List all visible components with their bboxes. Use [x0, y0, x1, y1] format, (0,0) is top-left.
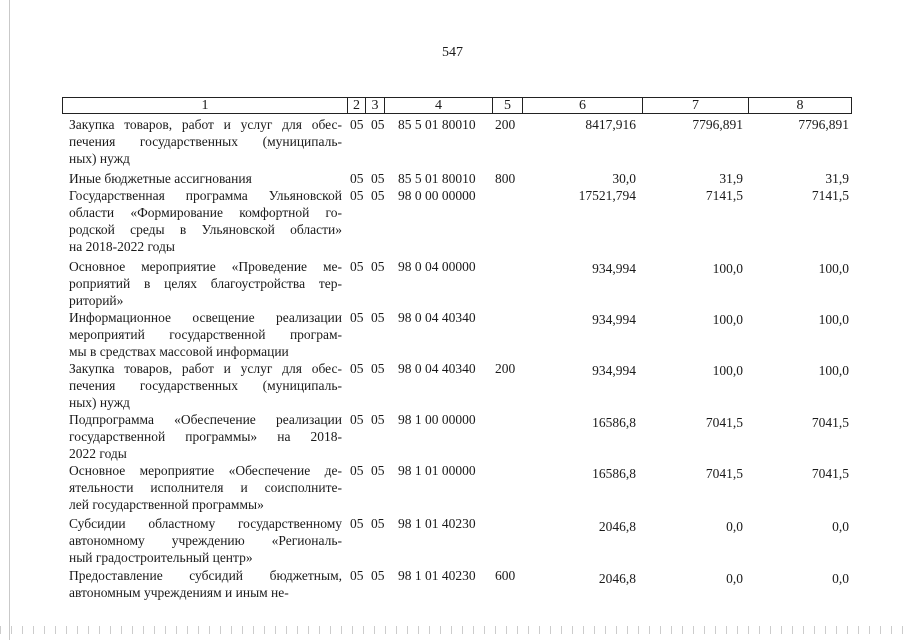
amount-col-6: 2046,8 [598, 519, 636, 534]
amount-col-8: 7041,5 [811, 415, 849, 430]
description-line: Закупка товаров, работ и услуг для обес- [69, 361, 342, 376]
section-code: 05 [350, 310, 364, 325]
expense-type-code: 200 [495, 361, 516, 376]
description-line: Предоставление субсидий бюджетным, [69, 568, 342, 583]
header-col-8: 8 [796, 98, 804, 113]
amount-col-8: 100,0 [818, 261, 849, 276]
subsection-code: 05 [371, 310, 385, 325]
amount-col-8: 0,0 [832, 571, 849, 586]
amount-col-8: 100,0 [818, 363, 849, 378]
row-description [69, 567, 342, 601]
description-line: Государственная программа Ульяновской [69, 188, 342, 203]
description-line: автономному учреждению «Региональ- [69, 533, 342, 548]
header-col-7: 7 [643, 98, 749, 113]
page-number: 547 [442, 45, 463, 60]
section-code: 05 [350, 171, 364, 186]
section-code: 05 [350, 568, 364, 583]
description-line: ятельности исполнителя и соисполните- [69, 480, 342, 495]
target-article-code: 98 1 01 40230 [398, 516, 476, 531]
subsection-code: 05 [371, 361, 385, 376]
target-article-code: 98 0 04 00000 [398, 259, 476, 274]
section-code: 05 [350, 463, 364, 478]
description-line: автономным учреждениям и иным не- [69, 585, 289, 600]
amount-col-6: 8417,916 [585, 117, 636, 132]
section-code: 05 [350, 412, 364, 427]
description-line: на 2018-2022 годы [69, 239, 175, 254]
amount-col-7: 100,0 [712, 363, 743, 378]
amount-col-8: 7041,5 [811, 466, 849, 481]
amount-col-6: 17521,794 [578, 188, 636, 203]
target-article-code: 98 1 00 00000 [398, 412, 476, 427]
subsection-code: 05 [371, 259, 385, 274]
description-line: роприятий в целях благоустройства тер- [69, 276, 342, 291]
amount-col-7: 31,9 [719, 171, 743, 186]
target-article-code: 85 5 01 80010 [398, 117, 476, 132]
amount-col-6: 2046,8 [598, 571, 636, 586]
row-description [69, 170, 342, 187]
row-description [69, 411, 342, 462]
description-line: лей государственной программы» [69, 497, 264, 512]
subsection-code: 05 [371, 463, 385, 478]
subsection-code: 05 [371, 568, 385, 583]
description-line: 2022 годы [69, 446, 127, 461]
amount-col-7: 7041,5 [705, 415, 743, 430]
header-col-2: 2 [348, 98, 366, 113]
section-code: 05 [350, 117, 364, 132]
description-line: печения государственных (муниципаль- [69, 134, 342, 149]
amount-col-8: 0,0 [832, 519, 849, 534]
amount-col-6: 934,994 [592, 312, 636, 327]
description-line: Субсидии областному государственному [69, 516, 342, 531]
section-code: 05 [350, 516, 364, 531]
description-line: Основное мероприятие «Обеспечение де- [69, 463, 342, 478]
subsection-code: 05 [371, 171, 385, 186]
row-description [69, 116, 342, 167]
header-col-5: 5 [493, 98, 523, 113]
amount-col-6: 30,0 [612, 171, 636, 186]
amount-col-7: 100,0 [712, 261, 743, 276]
amount-col-7: 0,0 [726, 519, 743, 534]
description-line: Основное мероприятие «Проведение ме- [69, 259, 342, 274]
amount-col-7: 100,0 [712, 312, 743, 327]
header-col-1: 1 [63, 98, 348, 113]
target-article-code: 98 0 04 40340 [398, 361, 476, 376]
scan-edge [9, 0, 10, 640]
target-article-code: 98 1 01 40230 [398, 568, 476, 583]
description-line: государственной программы» на 2018- [69, 429, 342, 444]
header-col-6: 6 [523, 98, 643, 113]
subsection-code: 05 [371, 188, 385, 203]
table-header-row [62, 97, 852, 114]
subsection-code: 05 [371, 516, 385, 531]
description-line: родской среды в Ульяновской области» [69, 222, 342, 237]
description-line: Иные бюджетные ассигнования [69, 171, 252, 186]
row-description [69, 360, 342, 411]
description-line: мы в средствах массовой информации [69, 344, 289, 359]
target-article-code: 98 0 04 40340 [398, 310, 476, 325]
description-line: риторий» [69, 293, 124, 308]
target-article-code: 98 0 00 00000 [398, 188, 476, 203]
amount-col-8: 7141,5 [811, 188, 849, 203]
expense-type-code: 800 [495, 171, 516, 186]
section-code: 05 [350, 259, 364, 274]
amount-col-7: 7141,5 [705, 188, 743, 203]
header-col-4: 4 [385, 98, 493, 113]
row-description [69, 515, 342, 566]
amount-col-6: 16586,8 [592, 466, 636, 481]
amount-col-6: 934,994 [592, 261, 636, 276]
section-code: 05 [350, 188, 364, 203]
row-description [69, 309, 342, 360]
expense-type-code: 600 [495, 568, 516, 583]
amount-col-8: 7796,891 [798, 117, 849, 132]
amount-col-6: 934,994 [592, 363, 636, 378]
description-line: Информационное освещение реализации [69, 310, 342, 325]
amount-col-8: 31,9 [825, 171, 849, 186]
amount-col-7: 7796,891 [692, 117, 743, 132]
description-line: ных) нужд [69, 151, 130, 166]
description-line: печения государственных (муниципаль- [69, 378, 342, 393]
header-col-3: 3 [366, 98, 385, 113]
description-line: мероприятий государственной програм- [69, 327, 342, 342]
amount-col-7: 0,0 [726, 571, 743, 586]
description-line: Закупка товаров, работ и услуг для обес- [69, 117, 342, 132]
row-description [69, 462, 342, 513]
row-description [69, 187, 342, 255]
target-article-code: 85 5 01 80010 [398, 171, 476, 186]
expense-type-code: 200 [495, 117, 516, 132]
description-line: ный градостроительный центр» [69, 550, 253, 565]
row-description [69, 258, 342, 309]
target-article-code: 98 1 01 00000 [398, 463, 476, 478]
amount-col-7: 7041,5 [705, 466, 743, 481]
amount-col-6: 16586,8 [592, 415, 636, 430]
section-code: 05 [350, 361, 364, 376]
amount-col-8: 100,0 [818, 312, 849, 327]
description-line: Подпрограмма «Обеспечение реализации [69, 412, 342, 427]
subsection-code: 05 [371, 117, 385, 132]
subsection-code: 05 [371, 412, 385, 427]
description-line: области «Формирование комфортной го- [69, 205, 342, 220]
scan-artifact [0, 626, 905, 634]
description-line: ных) нужд [69, 395, 130, 410]
